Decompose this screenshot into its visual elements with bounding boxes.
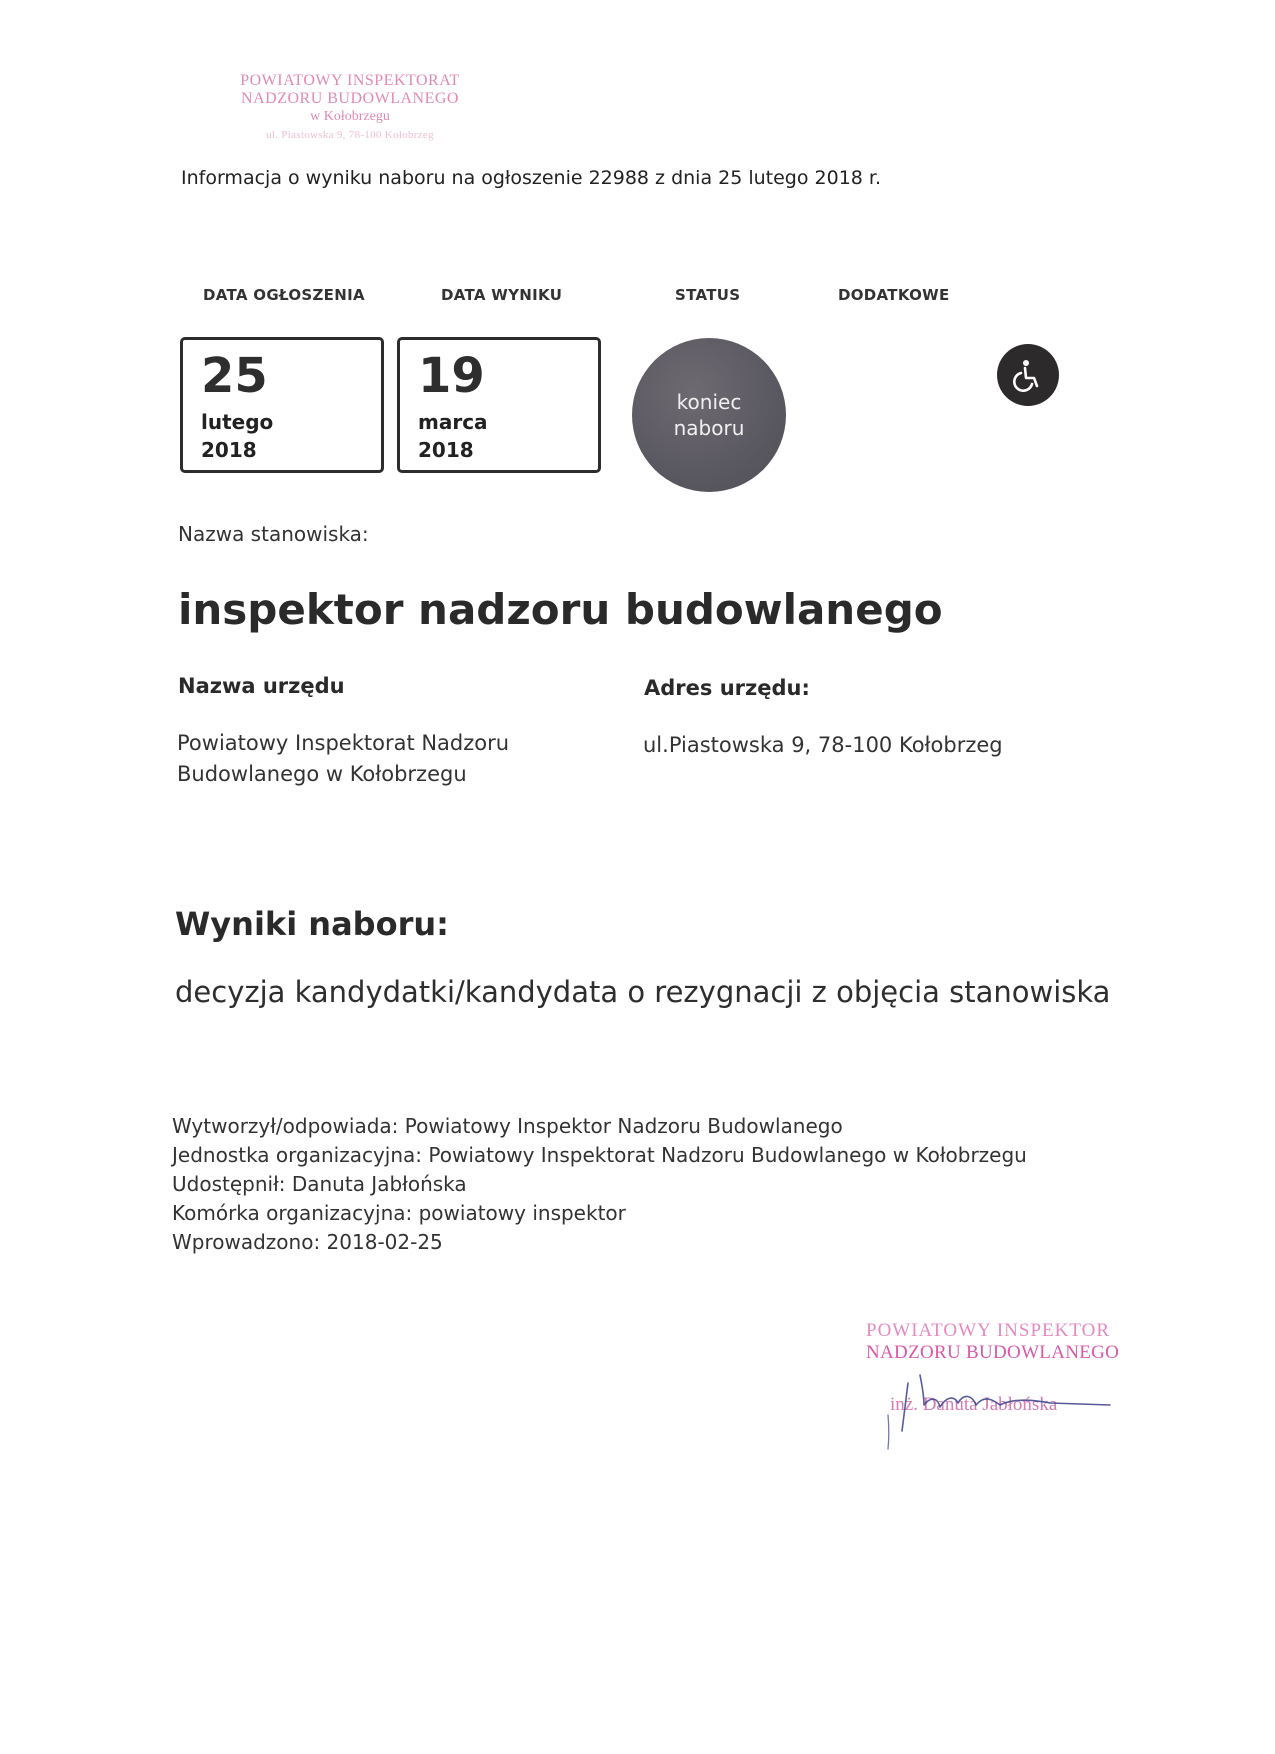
announcement-month: lutego [201, 410, 274, 434]
office-name-line-2: Budowlanego w Kołobrzegu [177, 762, 467, 786]
position-label: Nazwa stanowiska: [178, 522, 369, 546]
result-date-box [397, 337, 601, 473]
meta-created-by: Wytworzył/odpowiada: Powiatowy Inspektor Nadzoru Budowlanego [172, 1114, 843, 1138]
label-data-wyniku: DATA WYNIKU [441, 286, 563, 304]
label-status: STATUS [675, 286, 741, 304]
status-line-2: naboru [673, 416, 745, 440]
stamp-line-3: w Kołobrzegu [310, 109, 390, 124]
results-text: decyzja kandydatki/kandydata o rezygnacji z objęcia stanowiska [175, 975, 1111, 1009]
stamp-line-1: POWIATOWY INSPEKTORAT [240, 72, 460, 89]
office-address-label: Adres urzędu: [644, 676, 810, 700]
result-month: marca [418, 410, 488, 434]
bottom-stamp-line-1: POWIATOWY INSPEKTOR [866, 1320, 1111, 1341]
result-day: 19 [418, 348, 485, 404]
announcement-day: 25 [201, 348, 268, 404]
label-data-ogloszenia: DATA OGŁOSZENIA [203, 286, 365, 304]
position-title: inspektor nadzoru budowlanego [178, 585, 943, 634]
office-name [177, 728, 509, 790]
results-heading: Wyniki naboru: [175, 905, 449, 943]
stamp-line-2: NADZORU BUDOWLANEGO [241, 90, 459, 107]
wheelchair-glyph [1010, 357, 1046, 393]
announcement-date-box [180, 337, 384, 473]
meta-department: Komórka organizacyjna: powiatowy inspektor [172, 1201, 626, 1225]
top-stamp [200, 72, 500, 144]
status-line-1: koniec [676, 390, 742, 414]
wheelchair-accessibility-icon [997, 344, 1059, 406]
intro-text: Informacja o wyniku naboru na ogłoszenie 22988 z dnia 25 lutego 2018 r. [181, 167, 882, 189]
bottom-stamp-line-2: NADZORU BUDOWLANEGO [866, 1342, 1120, 1363]
office-address: ul.Piastowska 9, 78-100 Kołobrzeg [643, 733, 1003, 757]
meta-entered: Wprowadzono: 2018-02-25 [172, 1230, 443, 1254]
meta-shared-by: Udostępnił: Danuta Jabłońska [172, 1172, 467, 1196]
status-badge [632, 338, 786, 492]
office-name-label: Nazwa urzędu [178, 674, 345, 698]
result-year: 2018 [418, 438, 474, 462]
meta-unit: Jednostka organizacyjna: Powiatowy Inspektorat Nadzoru Budowlanego w Kołobrzegu [172, 1143, 1027, 1167]
announcement-year: 2018 [201, 438, 257, 462]
metadata-block [172, 1112, 1027, 1257]
bottom-stamp-line-3: inż. Danuta Jabłońska [890, 1394, 1058, 1415]
stamp-line-4: ul. Piastowska 9, 78-100 Kołobrzeg [266, 129, 434, 141]
label-dodatkowe: DODATKOWE [838, 286, 950, 304]
handwritten-signature [880, 1365, 1120, 1455]
office-name-line-1: Powiatowy Inspektorat Nadzoru [177, 731, 510, 755]
